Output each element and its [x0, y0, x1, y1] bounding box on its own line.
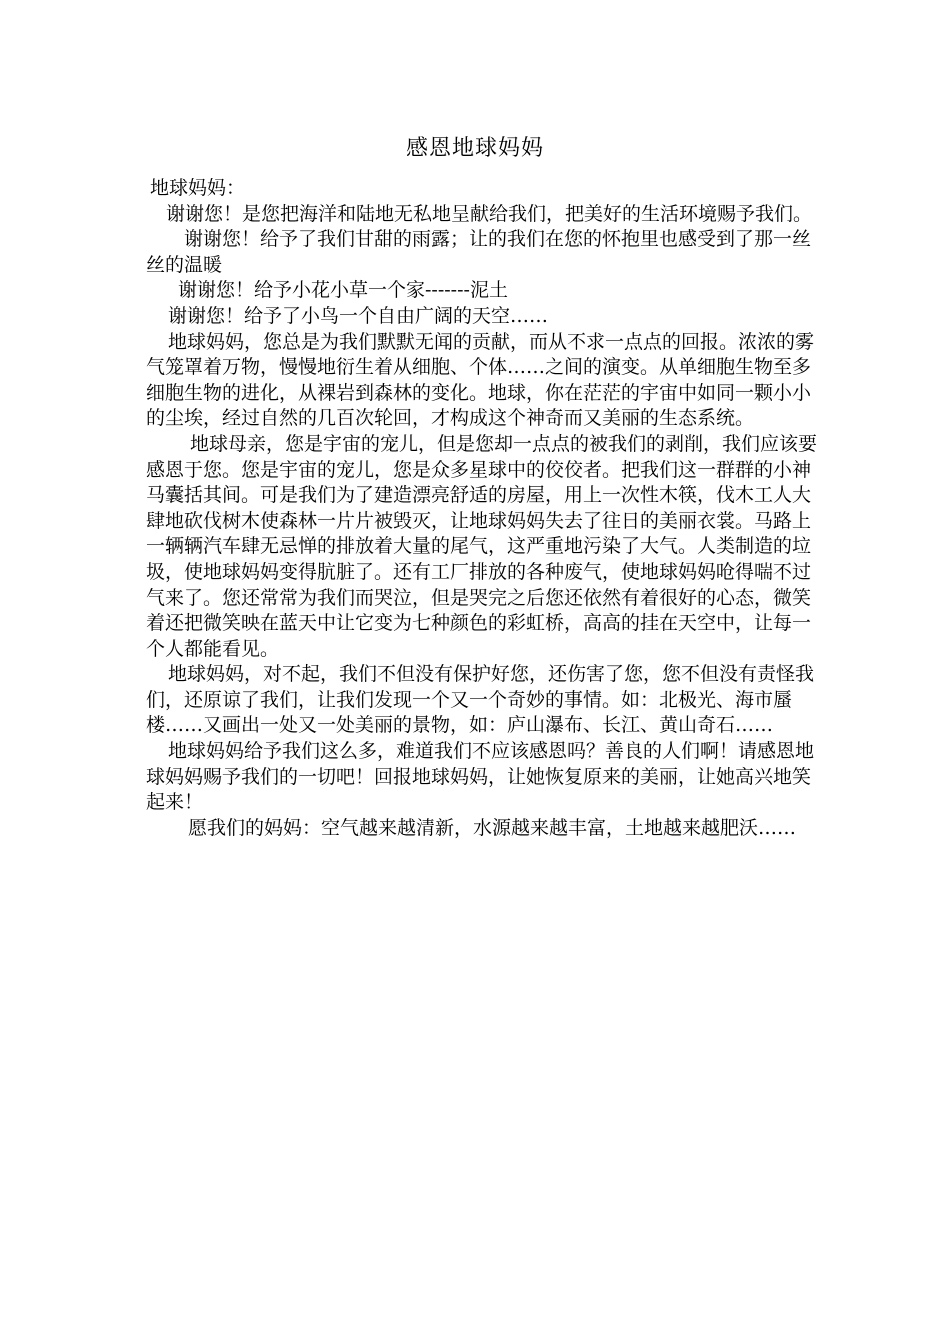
body-paragraph-evolution: 地球妈妈，您总是为我们默默无闻的贡献，而从不求一点点的回报。浓浓的雾气笼罩着万物，慢慢地衍生着从细胞、个体……之间的演变。从单细胞生物至多细胞生物的进化，从裸岩到森林的变化。地球，你在茫茫的宇宙中如同一颗小小的尘埃，经过自然的几百次轮回，才构成这个神奇而又美丽的生态系统。: [146, 330, 815, 430]
closing-paragraph-wish: 愿我们的妈妈：空气越来越清新，水源越来越丰富，土地越来越肥沃……: [188, 816, 797, 839]
body-paragraph-pollution: 地球母亲，您是宇宙的宠儿，但是您却一点点的被我们的剥削，我们应该要感恩于您。您是宇宙的宠儿，您是众多星球中的佼佼者。把我们这一群群的小神马囊括其间。可是我们为了建造漂亮舒适的房屋，用上一次性木筷，伐木工人大肆地砍伐树木使森林一片片被毁灭，让地球妈妈失去了往日的美丽衣裳。马路上一辆辆汽车肆无忌惮的排放着大量的尾气，这严重地污染了大气。人类制造的垃圾，使地球妈妈变得肮脏了。还有工厂排放的各种废气，使地球妈妈呛得喘不过气来了。您还常常为我们而哭泣，但是哭完之后您还依然有着很好的心态，微笑着还把微笑映在蓝天中让它变为七种颜色的彩虹桥，高高的挂在天空中，让每一个人都能看见。: [146, 432, 818, 660]
body-paragraph-apology: 地球妈妈，对不起，我们不但没有保护好您，还伤害了您，您不但没有责怪我们，还原谅了我们，让我们发现一个又一个奇妙的事情。如：北极光、海市蜃楼……又画出一处又一处美丽的景物，如：庐山瀑布、长江、黄山奇石……: [146, 663, 815, 737]
greeting-paragraph: 地球妈妈：: [150, 177, 246, 199]
thanks-paragraph-ocean: 谢谢您！是您把海洋和陆地无私地呈献给我们，把美好的生活环境赐予我们。: [166, 202, 813, 225]
thanks-paragraph-sky: 谢谢您！给予了小鸟一个自由广阔的天空……: [168, 304, 549, 327]
document-title: 感恩地球妈妈: [405, 136, 544, 161]
body-paragraph-gratitude: 地球妈妈给予我们这么多，难道我们不应该感恩吗？善良的人们啊！请感恩地球妈妈赐予我们的一切吧！回报地球妈妈，让她恢复原来的美丽，让她高兴地笑起来！: [146, 740, 815, 814]
thanks-paragraph-rain: 谢谢您！给予了我们甘甜的雨露；让的我们在您的怀抱里也感受到了那一丝丝的温暖: [146, 228, 812, 276]
thanks-paragraph-soil: 谢谢您！给予小花小草一个家-------泥土: [178, 279, 508, 302]
document-body: [146, 176, 818, 841]
